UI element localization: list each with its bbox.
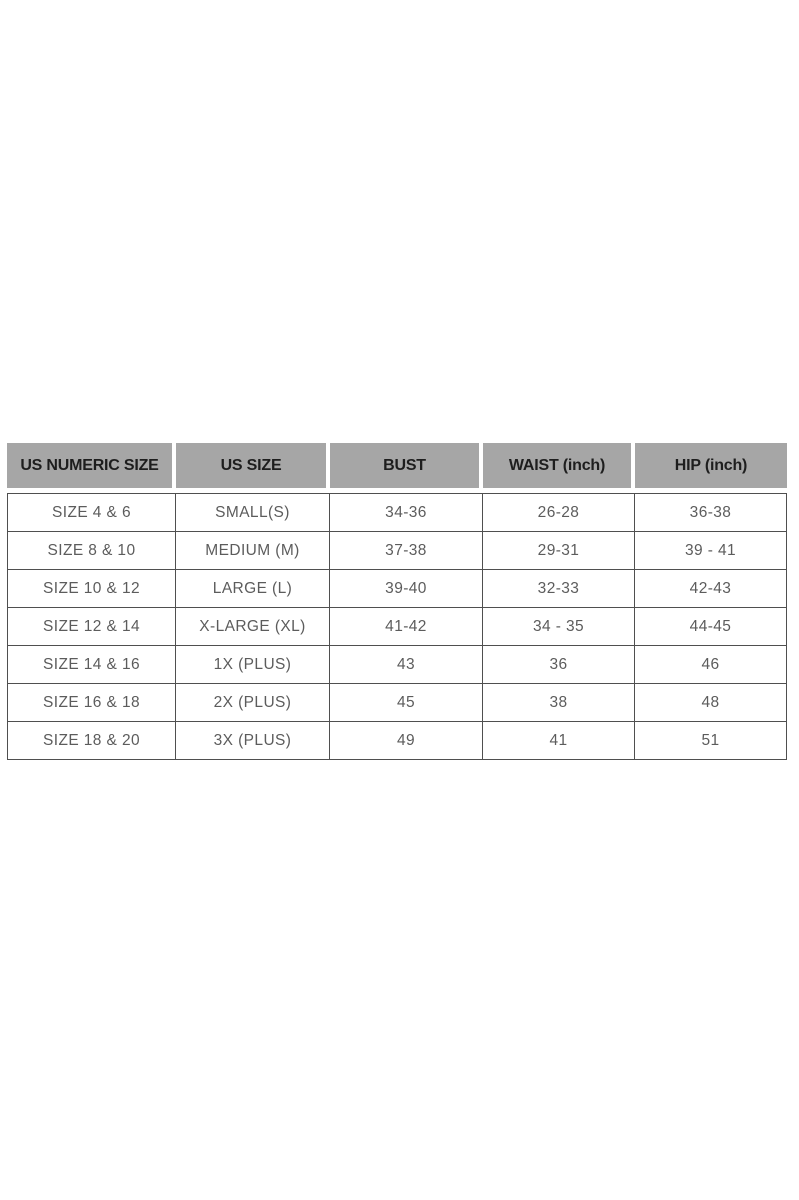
cell-hip: 42-43 xyxy=(635,570,787,608)
cell-numeric-size: SIZE 12 & 14 xyxy=(8,608,176,646)
cell-hip: 39 - 41 xyxy=(635,532,787,570)
cell-waist: 36 xyxy=(483,646,635,684)
column-header-hip: HIP (inch) xyxy=(635,443,787,488)
cell-waist: 32-33 xyxy=(483,570,635,608)
cell-bust: 49 xyxy=(330,722,483,760)
cell-numeric-size: SIZE 16 & 18 xyxy=(8,684,176,722)
size-chart-table xyxy=(7,443,787,760)
cell-waist: 38 xyxy=(483,684,635,722)
cell-numeric-size: SIZE 8 & 10 xyxy=(8,532,176,570)
cell-hip: 51 xyxy=(635,722,787,760)
column-header-bust: BUST xyxy=(330,443,483,488)
column-header-us-size: US SIZE xyxy=(176,443,330,488)
table-row xyxy=(8,684,787,722)
cell-hip: 36-38 xyxy=(635,494,787,532)
cell-us-size: 1X (PLUS) xyxy=(176,646,330,684)
cell-numeric-size: SIZE 14 & 16 xyxy=(8,646,176,684)
cell-bust: 41-42 xyxy=(330,608,483,646)
cell-us-size: 2X (PLUS) xyxy=(176,684,330,722)
column-header-waist: WAIST (inch) xyxy=(483,443,635,488)
cell-waist: 29-31 xyxy=(483,532,635,570)
cell-numeric-size: SIZE 4 & 6 xyxy=(8,494,176,532)
cell-bust: 39-40 xyxy=(330,570,483,608)
cell-hip: 44-45 xyxy=(635,608,787,646)
cell-us-size: SMALL(S) xyxy=(176,494,330,532)
cell-numeric-size: SIZE 18 & 20 xyxy=(8,722,176,760)
cell-hip: 48 xyxy=(635,684,787,722)
column-header-us-numeric-size: US NUMERIC SIZE xyxy=(7,443,176,488)
table-body xyxy=(7,493,787,760)
table-row xyxy=(8,646,787,684)
cell-bust: 45 xyxy=(330,684,483,722)
table-row xyxy=(8,532,787,570)
table-row xyxy=(8,722,787,760)
cell-us-size: X-LARGE (XL) xyxy=(176,608,330,646)
cell-us-size: LARGE (L) xyxy=(176,570,330,608)
table-row xyxy=(8,570,787,608)
cell-waist: 41 xyxy=(483,722,635,760)
cell-bust: 34-36 xyxy=(330,494,483,532)
cell-hip: 46 xyxy=(635,646,787,684)
table-row xyxy=(8,608,787,646)
cell-bust: 37-38 xyxy=(330,532,483,570)
table-row xyxy=(8,494,787,532)
cell-waist: 34 - 35 xyxy=(483,608,635,646)
cell-numeric-size: SIZE 10 & 12 xyxy=(8,570,176,608)
cell-us-size: MEDIUM (M) xyxy=(176,532,330,570)
cell-bust: 43 xyxy=(330,646,483,684)
cell-us-size: 3X (PLUS) xyxy=(176,722,330,760)
cell-waist: 26-28 xyxy=(483,494,635,532)
table-header-row xyxy=(7,443,787,488)
